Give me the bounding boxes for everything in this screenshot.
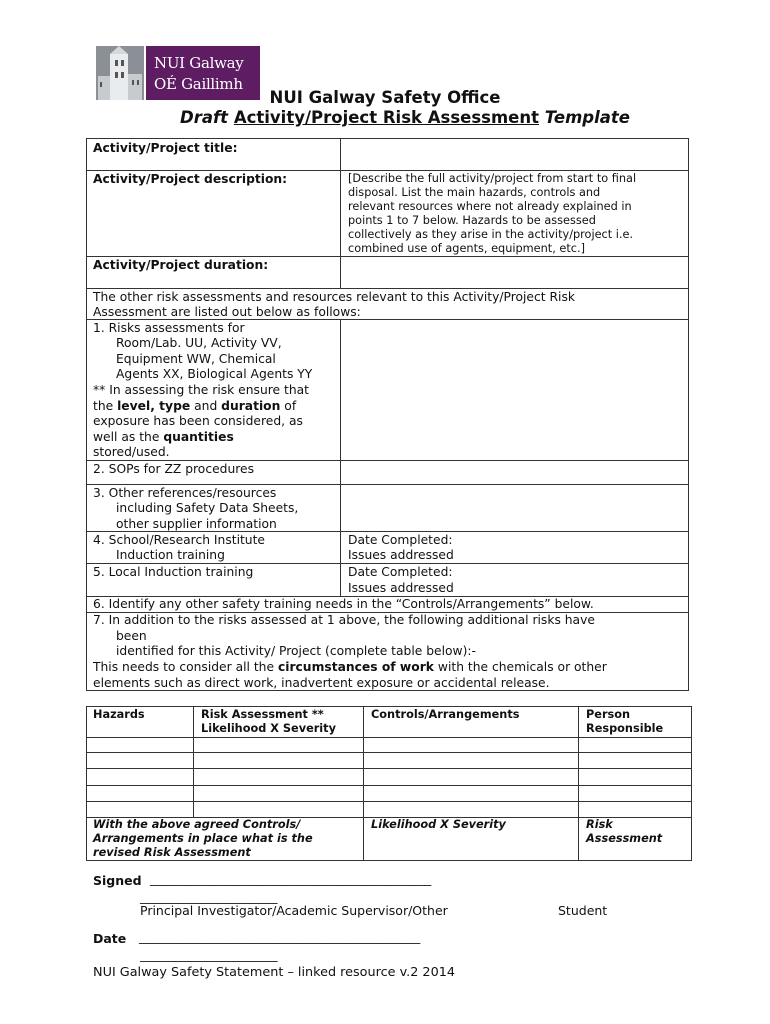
table-line <box>340 319 341 596</box>
item1-line: Agents XX, Biological Agents YY <box>116 367 313 381</box>
note-line: the level, type and duration of <box>93 399 297 413</box>
col-header-hazards: Hazards <box>93 708 145 721</box>
col-header-likelihood: Likelihood X Severity <box>201 722 336 735</box>
table-line <box>86 752 692 753</box>
col-header-risk-assessment: Risk Assessment ** <box>201 708 324 721</box>
table-line <box>86 860 692 861</box>
description-help-line: disposal. List the main hazards, controls and <box>348 186 601 199</box>
table-line <box>86 785 692 786</box>
signer-student: Student <box>558 903 608 918</box>
table-line <box>86 288 689 289</box>
table-line <box>340 138 341 288</box>
revised-line: With the above agreed Controls/ <box>93 818 301 831</box>
signed-line[interactable]: _____________________________________________ <box>150 871 432 886</box>
item4-issues-addressed: Issues addressed <box>348 548 454 562</box>
revised-line: Arrangements in place what is the <box>93 832 313 845</box>
description-help-line: collectively as they arise in the activity/project i.e. <box>348 228 634 241</box>
item1-line: Room/Lab. UU, Activity VV, <box>116 336 282 350</box>
item4-date-completed: Date Completed: <box>348 533 453 547</box>
note-line: ** In assessing the risk ensure that <box>93 383 309 397</box>
activity-duration-label: Activity/Project duration: <box>93 258 269 272</box>
logo-line2: OÉ Gaillimh <box>154 75 243 93</box>
col-header-responsible: Responsible <box>586 722 664 735</box>
item7-line: been <box>116 629 147 643</box>
revised-line: revised Risk Assessment <box>93 846 251 859</box>
other-intro-line: Assessment are listed out below as follows: <box>93 305 361 319</box>
item2: 2. SOPs for ZZ procedures <box>93 462 255 476</box>
col-header-controls: Controls/Arrangements <box>371 708 520 721</box>
date-label: Date <box>93 931 127 946</box>
item5: 5. Local Induction training <box>93 565 254 579</box>
page-title: NUI Galway Safety Office <box>269 88 501 107</box>
table-line <box>86 484 689 485</box>
revised-risk: Risk <box>586 818 613 831</box>
table-line <box>86 138 87 691</box>
table-line <box>86 768 692 769</box>
item4-line: Induction training <box>116 548 225 562</box>
item3-line: other supplier information <box>116 517 277 531</box>
circumstances-line: elements such as direct work, inadvertent exposure or accidental release. <box>93 676 550 690</box>
col-header-person: Person <box>586 708 631 721</box>
date-line[interactable]: _____________________________________________ <box>139 929 421 944</box>
table-line <box>86 706 692 707</box>
description-help-line: [Describe the full activity/project from start to final <box>348 172 637 185</box>
date-sub-line: ______________________ <box>140 947 278 962</box>
item3-line: 3. Other references/resources <box>93 486 277 500</box>
table-line <box>193 706 194 817</box>
signer-role: Principal Investigator/Academic Supervisor/Other <box>140 903 448 918</box>
description-help-line: combined use of agents, equipment, etc.] <box>348 242 585 255</box>
table-line <box>86 460 689 461</box>
note-line: exposure has been considered, as <box>93 414 303 428</box>
table-line <box>688 138 689 691</box>
table-line <box>86 801 692 802</box>
other-intro-line: The other risk assessments and resources relevant to this Activity/Project Risk <box>93 290 575 304</box>
signed-sub-line: ______________________ <box>140 889 278 904</box>
activity-title-label: Activity/Project title: <box>93 141 238 155</box>
table-line <box>86 256 689 257</box>
subtitle-draft: Draft <box>180 108 229 127</box>
table-line <box>86 138 689 139</box>
table-line <box>86 737 692 738</box>
table-line <box>86 706 87 861</box>
item5-issues-addressed: Issues addressed <box>348 581 454 595</box>
table-line <box>578 706 579 861</box>
item4-line: 4. School/Research Institute <box>93 533 265 547</box>
note-line: stored/used. <box>93 445 170 459</box>
item5-date-completed: Date Completed: <box>348 565 453 579</box>
description-help-line: points 1 to 7 below. Hazards to be assessed <box>348 214 596 227</box>
logo-line1: NUI Galway <box>154 54 244 72</box>
activity-description-label: Activity/Project description: <box>93 172 288 186</box>
item6: 6. Identify any other safety training needs in the “Controls/Arrangements” below. <box>93 597 594 611</box>
item7-line: identified for this Activity/ Project (complete table below):- <box>116 644 476 658</box>
item1-line: 1. Risks assessments for <box>93 321 245 335</box>
item7-line: 7. In addition to the risks assessed at 1 above, the following additional risks have <box>93 613 595 627</box>
page-subtitle <box>0 108 770 127</box>
table-line <box>86 170 689 171</box>
subtitle-template: Template <box>544 108 630 127</box>
note-line: well as the quantities <box>93 430 234 444</box>
table-line <box>363 706 364 861</box>
circumstances-line: This needs to consider all the circumstances of work with the chemicals or other <box>93 660 607 674</box>
item3-line: including Safety Data Sheets, <box>116 501 299 515</box>
table-line <box>691 706 692 861</box>
page-footer: NUI Galway Safety Statement – linked resource v.2 2014 <box>93 965 455 980</box>
item1-line: Equipment WW, Chemical <box>116 352 276 366</box>
subtitle-main: Activity/Project Risk Assessment <box>233 108 539 127</box>
signed-label: Signed <box>93 873 142 888</box>
revised-assessment: Assessment <box>586 832 663 845</box>
description-help-line: relevant resources where not already explained in <box>348 200 632 213</box>
revised-likelihood: Likelihood X Severity <box>371 818 506 831</box>
